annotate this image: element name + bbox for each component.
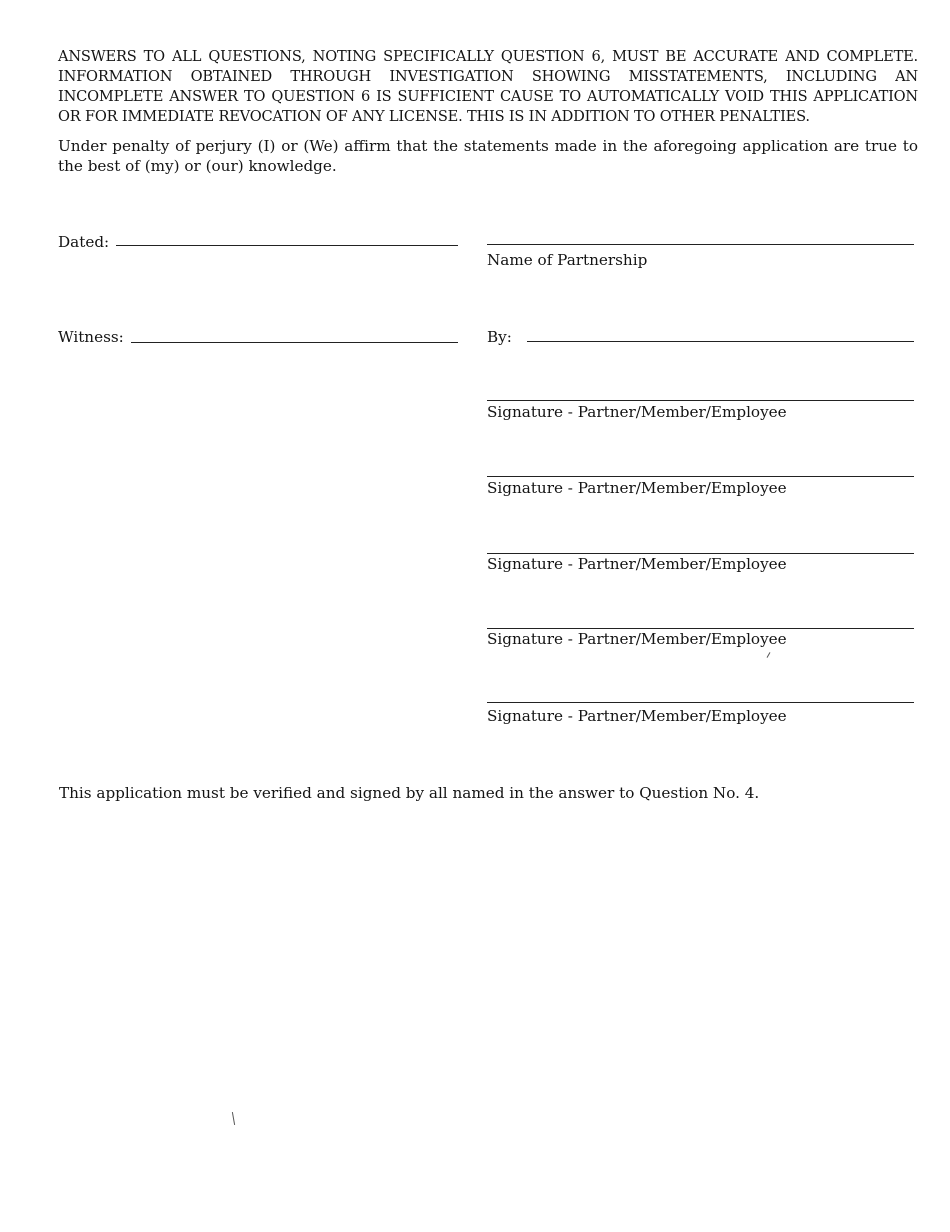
accuracy-warning: ANSWERS TO ALL QUESTIONS, NOTING SPECIFICALLY QUESTION 6, MUST BE ACCURATE AND COMPLETE. INFORMATION OBTAINED THROUGH INVESTIGATION SHOWING MISSTATEMENTS, INCLUDING AN INCOMPLETE ANSWER TO QUESTION 6 IS SUFFICIENT CAUSE TO AUTOMATICALLY VOID THIS APPLICATION OR FOR IMMEDIATE REVOCATION OF ANY LICENSE. THIS IS IN ADDITION TO OTHER PENALTIES. — [58, 48, 918, 125]
signature-caption: Signature - Partner/Member/Employee — [487, 555, 787, 573]
perjury-affirmation: Under penalty of perjury (I) or (We) affirm that the statements made in the aforegoing application are true to the best of (my) or (our) knowledge. — [58, 137, 918, 175]
partnership-caption: Name of Partnership — [487, 251, 648, 269]
witness-label: Witness: — [58, 328, 124, 346]
by-line[interactable] — [527, 341, 914, 342]
signature-line[interactable] — [487, 476, 914, 477]
by-label: By: — [487, 328, 512, 346]
signature-caption: Signature - Partner/Member/Employee — [487, 403, 787, 421]
signature-caption: Signature - Partner/Member/Employee — [487, 479, 787, 497]
dated-label: Dated: — [58, 233, 110, 251]
signature-caption: Signature - Partner/Member/Employee — [487, 630, 787, 648]
witness-line[interactable] — [131, 342, 458, 343]
dated-line[interactable] — [116, 245, 458, 246]
signature-line[interactable] — [487, 702, 914, 703]
scan-speck — [767, 652, 771, 658]
scan-speck — [232, 1112, 235, 1125]
signature-caption: Signature - Partner/Member/Employee — [487, 707, 787, 725]
signature-line[interactable] — [487, 400, 914, 401]
partnership-name-line[interactable] — [487, 244, 914, 245]
verification-note: This application must be verified and signed by all named in the answer to Question No. 4. — [59, 784, 760, 802]
